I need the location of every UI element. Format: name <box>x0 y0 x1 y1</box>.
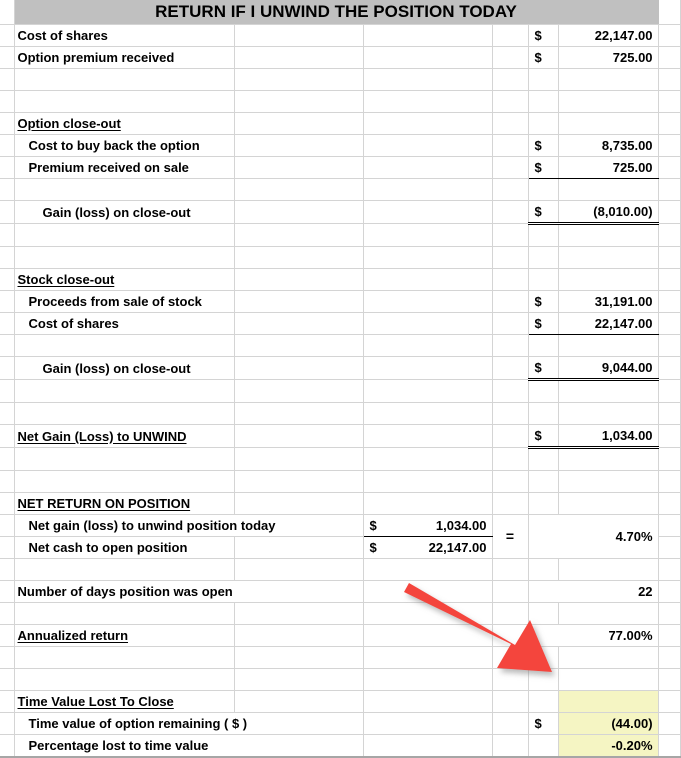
cell-c[interactable] <box>234 313 363 335</box>
row-spacer <box>0 91 680 113</box>
cell-g[interactable] <box>558 247 658 269</box>
cell-h[interactable] <box>658 179 680 201</box>
cell-e[interactable] <box>492 113 528 135</box>
cell-h[interactable] <box>658 493 680 515</box>
cell-a[interactable] <box>0 313 14 335</box>
row-cost-of-shares-2 <box>0 313 680 335</box>
cell-h[interactable] <box>658 425 680 448</box>
cell-h[interactable] <box>658 448 680 471</box>
cell-g[interactable] <box>558 380 658 403</box>
row-premium-received-on-sale <box>0 157 680 179</box>
value-annualized-return: 77.00% <box>528 625 658 647</box>
label-cost-to-buy-back: Cost to buy back the option <box>14 135 234 157</box>
cell-h[interactable] <box>658 335 680 357</box>
cell-d[interactable] <box>363 625 492 647</box>
value-premium-received-on-sale: 725.00 <box>558 157 658 179</box>
label-net-cash-open: Net cash to open position <box>14 537 234 559</box>
label-gain-loss-stock: Gain (loss) on close-out <box>14 357 234 380</box>
cell-d[interactable] <box>363 603 492 625</box>
cell-c[interactable] <box>234 91 363 113</box>
row-gain-loss-stock <box>0 357 680 380</box>
cell-h[interactable] <box>658 269 680 291</box>
value-net-cash-open-cell <box>363 537 492 559</box>
cell-a[interactable] <box>0 559 14 581</box>
cell-d[interactable] <box>363 313 492 335</box>
cell-a[interactable] <box>0 135 14 157</box>
equals-sign: = <box>492 515 528 559</box>
currency-symbol: $ <box>528 157 558 179</box>
heading-net-return-on-position: NET RETURN ON POSITION <box>14 493 234 515</box>
cell-c[interactable] <box>234 269 363 291</box>
cell-d[interactable] <box>363 425 492 448</box>
cell-g[interactable] <box>558 179 658 201</box>
cell-g[interactable] <box>558 559 658 581</box>
cell-a[interactable] <box>0 201 14 224</box>
heading-stock-closeout: Stock close-out <box>14 269 234 291</box>
cell-h[interactable] <box>658 247 680 269</box>
cell-e[interactable] <box>492 669 528 691</box>
cell-a[interactable] <box>0 493 14 515</box>
cell-h[interactable] <box>658 157 680 179</box>
cell-g[interactable] <box>558 269 658 291</box>
cell-c[interactable] <box>234 157 363 179</box>
cell-f[interactable] <box>528 603 558 625</box>
cell-d[interactable] <box>363 471 492 493</box>
cell-e[interactable] <box>492 493 528 515</box>
cell-c[interactable] <box>234 335 363 357</box>
row-time-value-remaining <box>0 713 680 735</box>
cell-c[interactable] <box>234 25 363 47</box>
cell-d[interactable] <box>363 669 492 691</box>
value-gain-loss-stock: 9,044.00 <box>558 357 658 380</box>
cell-h[interactable] <box>658 135 680 157</box>
cell-h[interactable] <box>658 669 680 691</box>
currency-symbol: $ <box>528 47 558 69</box>
cell-h[interactable] <box>658 113 680 135</box>
cell-c[interactable] <box>234 113 363 135</box>
label-proceeds-from-sale: Proceeds from sale of stock <box>14 291 234 313</box>
row-spacer <box>0 247 680 269</box>
cell-c[interactable] <box>234 471 363 493</box>
cell-f[interactable] <box>528 493 558 515</box>
label-cost-of-shares-2: Cost of shares <box>14 313 234 335</box>
row-spacer <box>0 69 680 91</box>
cell-d[interactable] <box>363 201 492 224</box>
cell-a[interactable] <box>0 69 14 91</box>
cell-a[interactable] <box>0 625 14 647</box>
cell-h[interactable] <box>658 735 680 758</box>
cell-h[interactable] <box>658 25 680 47</box>
cell-c[interactable] <box>234 201 363 224</box>
cell-g[interactable] <box>558 113 658 135</box>
row-cost-to-buy-back <box>0 135 680 157</box>
cell-e[interactable] <box>492 25 528 47</box>
cell-f[interactable] <box>528 179 558 201</box>
cell-c[interactable] <box>234 380 363 403</box>
cell-a[interactable] <box>0 247 14 269</box>
cell-d[interactable] <box>363 403 492 425</box>
value-net-gain-today: 1,034.00 <box>435 518 487 533</box>
cell-c[interactable] <box>234 47 363 69</box>
cell-d[interactable] <box>363 448 492 471</box>
cell-f[interactable] <box>528 647 558 669</box>
cell-c[interactable] <box>234 493 363 515</box>
value-cost-to-buy-back: 8,735.00 <box>558 135 658 157</box>
cell-f[interactable] <box>528 403 558 425</box>
cell-h[interactable] <box>658 313 680 335</box>
row-spacer <box>0 179 680 201</box>
cell-a[interactable] <box>0 603 14 625</box>
cell-c[interactable] <box>234 179 363 201</box>
label-days-open: Number of days position was open <box>14 581 363 603</box>
cell-d[interactable] <box>363 25 492 47</box>
cell-b[interactable] <box>14 669 234 691</box>
cell-e[interactable] <box>492 247 528 269</box>
row-cost-of-shares <box>0 25 680 47</box>
cell-a[interactable] <box>0 291 14 313</box>
cell-a[interactable] <box>0 537 14 559</box>
row-spacer <box>0 669 680 691</box>
cell-b[interactable] <box>14 380 234 403</box>
cell-e[interactable] <box>492 403 528 425</box>
cell-a[interactable] <box>0 179 14 201</box>
cell-e[interactable] <box>492 69 528 91</box>
cell-d[interactable] <box>363 581 492 603</box>
cell-d[interactable] <box>363 291 492 313</box>
cell-f[interactable] <box>528 669 558 691</box>
cell-d[interactable] <box>363 113 492 135</box>
cell-b[interactable] <box>14 603 234 625</box>
cell-e[interactable] <box>492 425 528 448</box>
value-time-value-remaining: (44.00) <box>558 713 658 735</box>
cell-c[interactable] <box>234 448 363 471</box>
cell-h[interactable] <box>658 559 680 581</box>
cell-d[interactable] <box>363 559 492 581</box>
row-spacer <box>0 335 680 357</box>
cell-a[interactable] <box>0 647 14 669</box>
cell-h[interactable] <box>658 291 680 313</box>
cell-h[interactable] <box>658 625 680 647</box>
value-net-gain-today-cell <box>363 515 492 537</box>
cell-h[interactable] <box>658 515 680 537</box>
cell-a1[interactable] <box>0 0 14 25</box>
cell-a[interactable] <box>0 157 14 179</box>
cell-c[interactable] <box>234 669 363 691</box>
cell-d[interactable] <box>363 269 492 291</box>
cell-e[interactable] <box>492 647 528 669</box>
label-premium-received-on-sale: Premium received on sale <box>14 157 234 179</box>
cell-f[interactable] <box>528 69 558 91</box>
currency-symbol: $ <box>528 713 558 735</box>
cell-e[interactable] <box>492 157 528 179</box>
value-cost-of-shares: 22,147.00 <box>558 25 658 47</box>
cell-h[interactable] <box>658 471 680 493</box>
row-time-value-heading <box>0 691 680 713</box>
cell-h[interactable] <box>658 91 680 113</box>
cell-h[interactable] <box>658 69 680 91</box>
cell-b[interactable] <box>14 91 234 113</box>
cell-a[interactable] <box>0 471 14 493</box>
row-net-return-heading <box>0 493 680 515</box>
cell-c[interactable] <box>234 559 363 581</box>
cell-c[interactable] <box>234 291 363 313</box>
cell-g[interactable] <box>558 403 658 425</box>
cell-g[interactable] <box>558 448 658 471</box>
currency-symbol: $ <box>528 135 558 157</box>
cell-f[interactable] <box>528 224 558 247</box>
cell-c[interactable] <box>234 537 363 559</box>
label-net-gain-today: Net gain (loss) to unwind position today <box>14 515 363 537</box>
cell-a[interactable] <box>0 335 14 357</box>
cell-c[interactable] <box>234 224 363 247</box>
cell-h[interactable] <box>658 581 680 603</box>
cell-e[interactable] <box>492 269 528 291</box>
cell-h[interactable] <box>658 403 680 425</box>
cell-c[interactable] <box>234 691 363 713</box>
cell-e[interactable] <box>492 380 528 403</box>
cell-a[interactable] <box>0 713 14 735</box>
cell-f[interactable] <box>528 559 558 581</box>
cell-e[interactable] <box>492 581 528 603</box>
cell-h[interactable] <box>658 713 680 735</box>
title-row <box>0 0 680 25</box>
cell-h[interactable] <box>658 647 680 669</box>
cell-a[interactable] <box>0 113 14 135</box>
cell-f[interactable] <box>528 335 558 357</box>
cell-c[interactable] <box>234 357 363 380</box>
cell-h[interactable] <box>658 603 680 625</box>
cell-b[interactable] <box>14 559 234 581</box>
cell-g[interactable] <box>558 647 658 669</box>
cell-e[interactable] <box>492 559 528 581</box>
cell-a[interactable] <box>0 425 14 448</box>
row-net-gain-today <box>0 515 680 537</box>
cell-e[interactable] <box>492 603 528 625</box>
cell-a[interactable] <box>0 47 14 69</box>
cell-d[interactable] <box>363 713 492 735</box>
cell-b[interactable] <box>14 335 234 357</box>
cell-e[interactable] <box>492 625 528 647</box>
currency-symbol: $ <box>369 540 377 555</box>
cell-e[interactable] <box>492 47 528 69</box>
row-percentage-lost <box>0 735 680 758</box>
cell-c[interactable] <box>234 135 363 157</box>
cell-e[interactable] <box>492 735 528 758</box>
cell-e[interactable] <box>492 713 528 735</box>
cell-e[interactable] <box>492 201 528 224</box>
currency-symbol: $ <box>528 313 558 335</box>
label-option-premium-received: Option premium received <box>14 47 234 69</box>
cell-a[interactable] <box>0 25 14 47</box>
cell-e[interactable] <box>492 335 528 357</box>
cell-c[interactable] <box>234 425 363 448</box>
cell-d[interactable] <box>363 335 492 357</box>
currency-symbol: $ <box>528 357 558 380</box>
cell-d[interactable] <box>363 247 492 269</box>
cell-g[interactable] <box>558 493 658 515</box>
cell-h[interactable] <box>658 691 680 713</box>
cell-h[interactable] <box>658 224 680 247</box>
cell-c[interactable] <box>234 403 363 425</box>
row-option-closeout-heading <box>0 113 680 135</box>
cell-a[interactable] <box>0 91 14 113</box>
cell-f[interactable] <box>528 247 558 269</box>
cell-h[interactable] <box>658 47 680 69</box>
cell-f[interactable] <box>528 269 558 291</box>
cell-a[interactable] <box>0 735 14 758</box>
cell-a[interactable] <box>0 269 14 291</box>
cell-f[interactable] <box>528 471 558 493</box>
cell-a[interactable] <box>0 515 14 537</box>
cell-a[interactable] <box>0 403 14 425</box>
cell-a[interactable] <box>0 448 14 471</box>
cell-f[interactable] <box>528 113 558 135</box>
cell-d[interactable] <box>363 224 492 247</box>
cell-e[interactable] <box>492 291 528 313</box>
row-option-premium-received <box>0 47 680 69</box>
heading-time-value-lost: Time Value Lost To Close <box>14 691 234 713</box>
cell-g[interactable] <box>558 335 658 357</box>
cell-c[interactable] <box>234 603 363 625</box>
cell-h[interactable] <box>658 537 680 559</box>
cell-b[interactable] <box>14 224 234 247</box>
label-gain-loss-option: Gain (loss) on close-out <box>14 201 234 224</box>
row-spacer <box>0 559 680 581</box>
row-spacer <box>0 403 680 425</box>
cell-f[interactable] <box>528 735 558 758</box>
cell-h[interactable] <box>658 201 680 224</box>
cell-f[interactable] <box>528 91 558 113</box>
cell-b[interactable] <box>14 403 234 425</box>
cell-a[interactable] <box>0 691 14 713</box>
value-option-premium-received: 725.00 <box>558 47 658 69</box>
cell-e[interactable] <box>492 313 528 335</box>
row-spacer <box>0 448 680 471</box>
value-net-cash-open: 22,147.00 <box>428 540 487 555</box>
value-gain-loss-option: (8,010.00) <box>558 201 658 224</box>
row-days-open <box>0 581 680 603</box>
row-net-gain-unwind <box>0 425 680 448</box>
cell-a[interactable] <box>0 357 14 380</box>
cell-d[interactable] <box>363 91 492 113</box>
row-spacer <box>0 603 680 625</box>
cell-d[interactable] <box>363 735 492 758</box>
cell-b[interactable] <box>14 179 234 201</box>
cell-g[interactable] <box>558 471 658 493</box>
value-cost-of-shares-2: 22,147.00 <box>558 313 658 335</box>
value-net-return-percent: 4.70% <box>528 515 658 559</box>
cell-e[interactable] <box>492 135 528 157</box>
cell-g[interactable] <box>558 69 658 91</box>
label-time-value-remaining: Time value of option remaining ( $ ) <box>14 713 363 735</box>
value-percentage-lost: -0.20% <box>558 735 658 758</box>
row-gain-loss-option <box>0 201 680 224</box>
row-spacer <box>0 380 680 403</box>
cell-d[interactable] <box>363 647 492 669</box>
cell-a[interactable] <box>0 224 14 247</box>
row-spacer <box>0 224 680 247</box>
currency-symbol: $ <box>369 518 377 533</box>
cell-d[interactable] <box>363 691 492 713</box>
row-proceeds-from-sale <box>0 291 680 313</box>
value-days-open: 22 <box>528 581 658 603</box>
currency-symbol: $ <box>528 291 558 313</box>
cell-d[interactable] <box>363 493 492 515</box>
row-stock-closeout-heading <box>0 269 680 291</box>
cell-d[interactable] <box>363 69 492 91</box>
cell-c[interactable] <box>234 247 363 269</box>
cell-h[interactable] <box>658 357 680 380</box>
heading-option-closeout: Option close-out <box>14 113 234 135</box>
cell-c[interactable] <box>234 625 363 647</box>
cell-g[interactable] <box>558 669 658 691</box>
cell-b[interactable] <box>14 69 234 91</box>
row-annualized-return <box>0 625 680 647</box>
cell-c[interactable] <box>234 69 363 91</box>
cell-a[interactable] <box>0 581 14 603</box>
cell-f[interactable] <box>528 691 558 713</box>
value-net-gain-unwind: 1,034.00 <box>558 425 658 448</box>
label-annualized-return: Annualized return <box>14 625 234 647</box>
cell-b[interactable] <box>14 448 234 471</box>
cell-g[interactable] <box>558 603 658 625</box>
cell-h[interactable] <box>658 380 680 403</box>
label-cost-of-shares: Cost of shares <box>14 25 234 47</box>
cell-b[interactable] <box>14 471 234 493</box>
cell-d[interactable] <box>363 357 492 380</box>
cell-d[interactable] <box>363 380 492 403</box>
label-percentage-lost: Percentage lost to time value <box>14 735 363 758</box>
cell-e[interactable] <box>492 91 528 113</box>
currency-symbol: $ <box>528 425 558 448</box>
cell-e[interactable] <box>492 448 528 471</box>
cell-g[interactable] <box>558 91 658 113</box>
cell-d[interactable] <box>363 47 492 69</box>
cell-f[interactable] <box>528 448 558 471</box>
cell-d[interactable] <box>363 157 492 179</box>
cell-d[interactable] <box>363 179 492 201</box>
cell-c[interactable] <box>234 647 363 669</box>
cell-g[interactable] <box>558 224 658 247</box>
cell-e[interactable] <box>492 691 528 713</box>
cell-d[interactable] <box>363 135 492 157</box>
value-proceeds-from-sale: 31,191.00 <box>558 291 658 313</box>
cell-e[interactable] <box>492 179 528 201</box>
label-net-gain-unwind: Net Gain (Loss) to UNWIND <box>14 425 234 448</box>
cell-e[interactable] <box>492 357 528 380</box>
cell-b[interactable] <box>14 247 234 269</box>
cell-a[interactable] <box>0 669 14 691</box>
row-spacer <box>0 471 680 493</box>
cell-h1[interactable] <box>658 0 680 25</box>
currency-symbol: $ <box>528 201 558 224</box>
cell-f[interactable] <box>528 380 558 403</box>
row-spacer <box>0 647 680 669</box>
cell-b[interactable] <box>14 647 234 669</box>
currency-symbol: $ <box>528 25 558 47</box>
cell-g-highlight[interactable] <box>558 691 658 713</box>
page-title: RETURN IF I UNWIND THE POSITION TODAY <box>14 0 658 25</box>
cell-a[interactable] <box>0 380 14 403</box>
cell-e[interactable] <box>492 471 528 493</box>
cell-e[interactable] <box>492 224 528 247</box>
